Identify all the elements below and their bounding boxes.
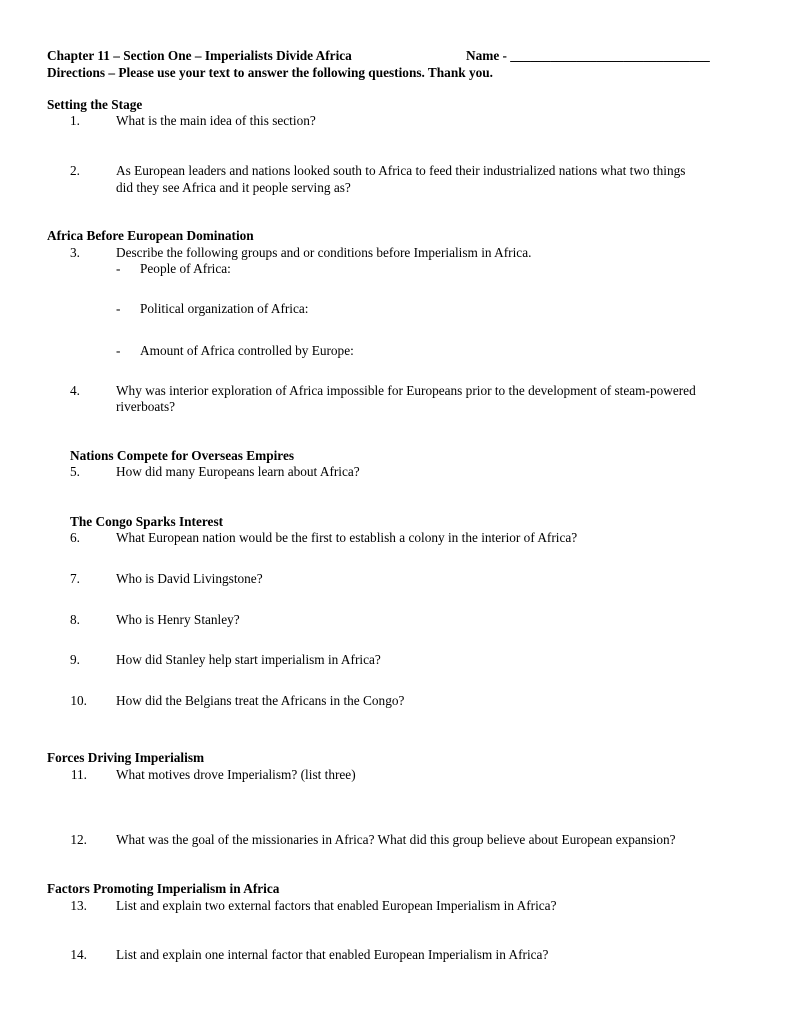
question-number: 8. bbox=[70, 612, 80, 627]
question-text: How did Stanley help start imperialism in Africa? bbox=[116, 652, 381, 667]
section-heading-nations-compete: Nations Compete for Overseas Empires bbox=[70, 448, 295, 463]
question-text: How did the Belgians treat the Africans in the Congo? bbox=[116, 693, 405, 708]
question-number: 7. bbox=[70, 571, 80, 586]
question-number: 14. bbox=[70, 947, 87, 962]
question-text: Who is Henry Stanley? bbox=[116, 612, 240, 627]
worksheet-title: Chapter 11 – Section One – Imperialists Divide Africa bbox=[47, 48, 352, 63]
question-text: Why was interior exploration of Africa impossible for Europeans prior to the development of steam-powered bbox=[116, 383, 696, 398]
question-number: 9. bbox=[70, 652, 80, 667]
question-number: 10. bbox=[70, 693, 87, 708]
section-heading-congo-sparks-interest: The Congo Sparks Interest bbox=[70, 514, 224, 529]
question-text: Who is David Livingstone? bbox=[116, 571, 263, 586]
directions-text: Directions – Please use your text to answer the following questions. Thank you. bbox=[47, 65, 493, 80]
section-heading-africa-before-domination: Africa Before European Domination bbox=[47, 228, 254, 243]
question-number: 13. bbox=[70, 898, 87, 913]
question-number: 1. bbox=[70, 113, 80, 128]
section-heading-forces-driving: Forces Driving Imperialism bbox=[47, 750, 205, 765]
question-text-continued: riverboats? bbox=[116, 399, 176, 414]
bullet-dash: - bbox=[116, 261, 121, 276]
question-number: 12. bbox=[70, 832, 87, 847]
question-text: List and explain one internal factor that enabled European Imperialism in Africa? bbox=[116, 947, 549, 962]
question-number: 5. bbox=[70, 464, 80, 479]
question-text: What motives drove Imperialism? (list three) bbox=[116, 767, 356, 782]
name-field-label[interactable]: Name - ______________________________ bbox=[466, 48, 710, 63]
sub-item: Amount of Africa controlled by Europe: bbox=[140, 343, 354, 358]
question-text: List and explain two external factors that enabled European Imperialism in Africa? bbox=[116, 898, 557, 913]
question-number: 6. bbox=[70, 530, 80, 545]
question-text: Describe the following groups and or conditions before Imperialism in Africa. bbox=[116, 245, 532, 260]
bullet-dash: - bbox=[116, 343, 121, 358]
question-number: 4. bbox=[70, 383, 80, 398]
question-text: What is the main idea of this section? bbox=[116, 113, 316, 128]
section-heading-factors-promoting: Factors Promoting Imperialism in Africa bbox=[47, 881, 280, 896]
question-text: What was the goal of the missionaries in Africa? What did this group believe about European expansion? bbox=[116, 832, 676, 847]
sub-item: People of Africa: bbox=[140, 261, 231, 276]
question-number: 2. bbox=[70, 163, 80, 178]
question-text: As European leaders and nations looked south to Africa to feed their industrialized nations what two things bbox=[116, 163, 686, 178]
bullet-dash: - bbox=[116, 301, 121, 316]
question-text: How did many Europeans learn about Africa? bbox=[116, 464, 360, 479]
question-number: 11. bbox=[70, 767, 87, 782]
sub-item: Political organization of Africa: bbox=[140, 301, 309, 316]
question-text-continued: did they see Africa and it people serving as? bbox=[116, 180, 351, 195]
question-number: 3. bbox=[70, 245, 80, 260]
section-heading-setting-the-stage: Setting the Stage bbox=[47, 97, 143, 112]
question-text: What European nation would be the first to establish a colony in the interior of Africa? bbox=[116, 530, 578, 545]
